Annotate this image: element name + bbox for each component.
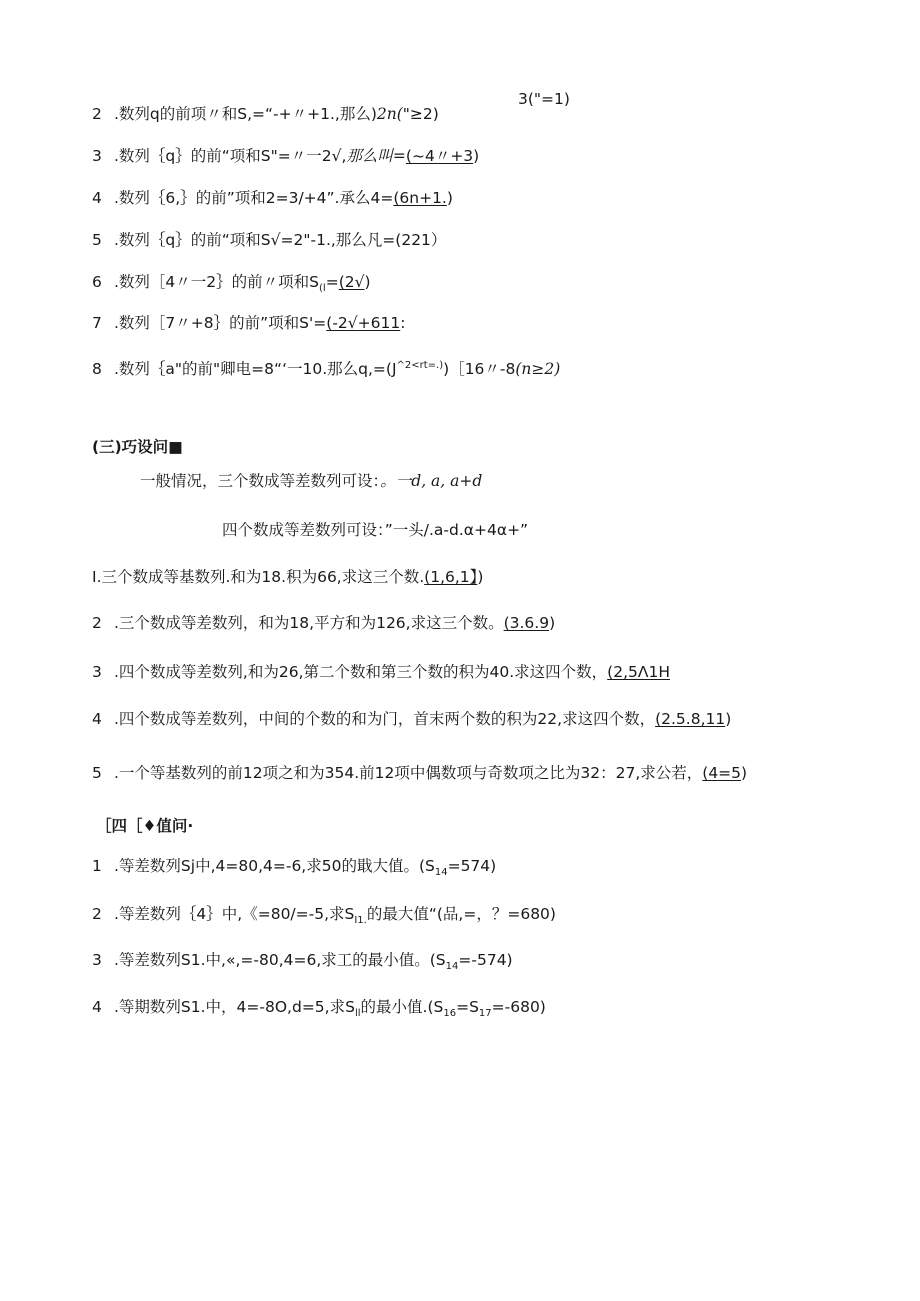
item-answer: (4=5 [702,764,742,782]
item-text: .数列q的前项〃和S,=“-+〃+1.,那么) [114,105,377,123]
item-number: 4 [92,998,102,1016]
item-answer: (1,6,1】 [424,568,478,586]
item-subscript: I1. [354,915,367,927]
item-italic: (n≥2) [515,360,561,379]
item-text: .数列｛6,｝的前”项和2=3/+4”.承么4= [114,189,394,207]
item-post: =-574) [458,951,513,969]
item-number: I. [92,568,102,586]
item-answer: (6n+1. [393,189,447,207]
item-subscript: 17 [478,1008,492,1020]
item-post: ) [473,147,480,165]
item-post: ) [364,273,371,291]
list-item [92,313,405,333]
item-answer: (2.5.8,11 [655,710,726,728]
item-number: 3 [92,951,102,969]
item-subscript: 14 [445,961,459,973]
item-number: 8 [92,360,102,379]
list-item [92,188,453,208]
list-item [92,146,479,166]
item-number: 1 [92,857,102,875]
item-subscript: ll [354,1008,361,1020]
section-title: (三)巧设问■ [92,438,183,456]
item-number: 5 [92,231,102,249]
item-number: 3 [92,147,102,165]
item-number: 3 [92,663,102,681]
item-text: .四个数成等差数列，中间的个数的和为门，首末两个数的积为22,求这四个数， [114,710,656,728]
item-text: .四个数成等差数列,和为26,第二个数和第三个数的积为40.求这四个数， [114,663,608,681]
item-italic: 那么叫= [346,147,406,165]
item-post: 的最小值.(S [360,998,444,1016]
item-answer: (3.6.9 [503,614,550,632]
item-answer: (~4〃+3 [405,147,474,165]
list-item [92,356,560,379]
item-post: ) [477,568,484,586]
item-post: "≥2) [402,105,439,123]
item-superscript: ^2<rt=.) [396,360,444,371]
item-post: =-680) [491,998,546,1016]
list-item [92,613,555,633]
list-item [92,763,747,783]
item-text: .等差数列S1.中,«,=-80,4=6,求工的最小值。(S [114,951,446,969]
item-post: ) [549,614,556,632]
item-italic: 2n( [376,105,403,123]
item-post: =574) [447,857,497,875]
list-item [92,567,483,587]
list-item [92,997,546,1024]
item-text: .等差数列｛4｝中,《=80/=-5,求S [114,905,355,923]
item-post: ) [725,710,732,728]
item-post: ) [741,764,748,782]
list-item [92,904,556,931]
item-text: .数列［7〃+8｝的前”项和S'= [114,314,327,332]
item-mid: )［16〃-8 [443,360,516,379]
list-item [92,856,496,883]
item-number: 7 [92,314,102,332]
item-post: 的最大值“(品,=，？=680) [366,905,556,923]
list-item [92,950,513,977]
item-post: ) [446,189,453,207]
item-number: 6 [92,273,102,291]
item-text: .数列［4〃一2｝的前〃项和S [114,273,319,291]
list-item [92,104,439,124]
item-text: .数列｛q｝的前“项和S"=〃一2√, [114,147,347,165]
item-text: .三个数成等差数列，和为18,平方和为126,求这三个数。 [114,614,504,632]
item-subscript: 16 [443,1008,457,1020]
note-line: 四个数成等差数列可设：”一头/.a-d.α+4α+” [222,521,529,539]
item-number: 2 [92,105,102,123]
item-text: .等差数列Sj中,4=80,4=-6,求50的戢大值。(S [114,857,435,875]
item-post: : [400,314,406,332]
item-answer: (-2√+611 [326,314,401,332]
section-title: ［四［♦值问· [96,817,194,835]
item-subscript: (l [319,283,326,295]
item-number: 4 [92,189,102,207]
item-number: 2 [92,614,102,632]
list-item [92,662,670,682]
item-text: 三个数成等基数列.和为18.积为66,求这三个数. [101,568,425,586]
item-answer: (2√ [338,273,365,291]
item-number: 2 [92,905,102,923]
item-mid: =S [456,998,479,1016]
item-text: .数列｛a"的前"卿电=8“‘一10.那么q,=(J [114,360,397,379]
list-item [92,230,446,250]
note-line [140,471,482,491]
item-number: 5 [92,764,102,782]
list-item [92,709,731,729]
item-answer: (2,5Λ1H [607,663,670,681]
item-mid: = [325,273,339,291]
list-item [92,272,371,299]
item-text: .一个等基数列的前12项之和为354.前12项中偶数项与奇数项之比为32：27,求公若， [114,764,703,782]
note-formula: 。一d, a, a+d [380,472,483,490]
item-text: .数列｛q｝的前“项和S√=2"-1.,那么凡=(221） [114,231,447,249]
item-text: .等期数列S1.中，4=-8O,d=5,求S [114,998,355,1016]
item-number: 4 [92,710,102,728]
note-text: 一般情况，三个数成等差数列可设： [140,472,381,490]
item-subscript: 14 [434,867,448,879]
corner-note: 3("=1) [518,90,570,108]
